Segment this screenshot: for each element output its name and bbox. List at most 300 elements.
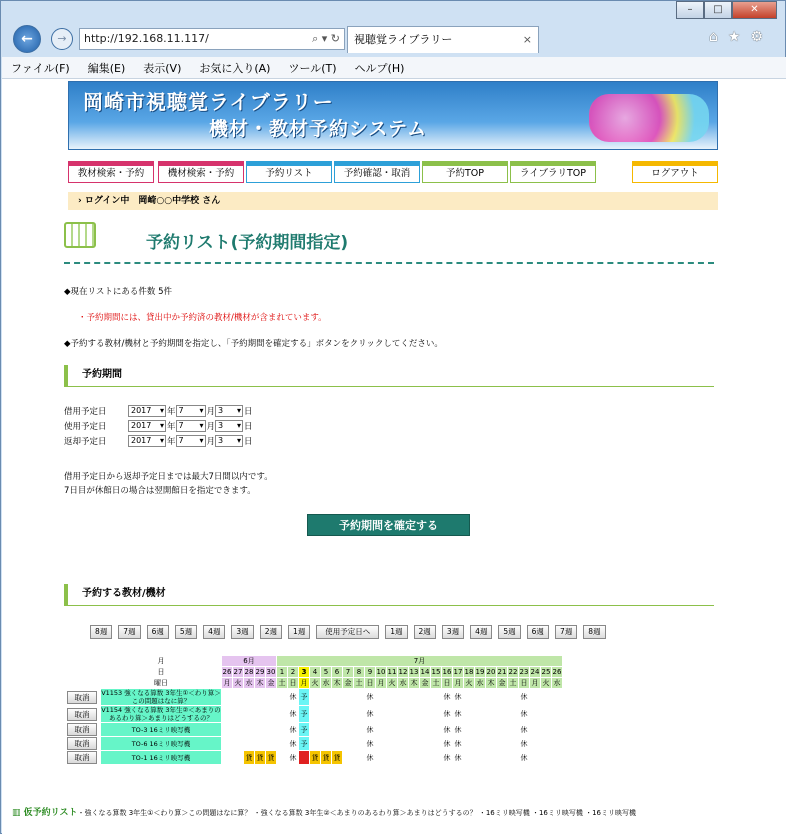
day-select[interactable]: 3 ▾ [215,405,243,417]
week-button-12[interactable]: 4週 [470,625,492,639]
day-status-cell [233,737,244,751]
nav-button-0[interactable]: 教材検索・予約 [68,161,154,183]
browser-tab[interactable] [347,26,539,53]
item-name: TO-6 16ミリ映写機 [101,737,222,751]
day-status-cell [486,723,497,737]
week-button-9[interactable]: 1週 [385,625,407,639]
instruction-text: ◆予約する教材/機材と予約期間を指定し、「予約期間を確定する」ボタンをクリックしてください。 [64,339,443,349]
day-status-cell: 休 [288,751,299,765]
day-status-cell [387,737,398,751]
dow-cell: 火 [234,679,242,687]
day-status-cell: 休 [519,737,530,751]
day-status-cell: 休 [453,706,464,723]
back-icon[interactable]: ← [13,25,41,53]
day-status-cell [354,737,365,751]
date-row-2 [64,434,253,447]
day-status-cell [233,689,244,706]
day-status-cell [552,689,563,706]
temp-list-label: 仮予約リスト [23,808,78,818]
day-status-cell [244,689,255,706]
day-status-cell: 休 [453,751,464,765]
window-controls [676,1,777,19]
day-status-cell [541,751,552,765]
month-unit: 月 [206,406,216,417]
day-status-cell [398,689,409,706]
year-unit: 年 [167,406,176,417]
cancel-col-blank [67,656,101,667]
month-select[interactable]: 7 ▾ [176,405,206,417]
day-status-cell [266,706,277,723]
day-status-cell [464,689,475,706]
day-status-cell: 休 [442,723,453,737]
day-status-cell [486,689,497,706]
day-status-cell [409,737,420,751]
toolbar-icons[interactable]: ⌂★⚙ [709,29,773,45]
day-status-cell [475,751,486,765]
day-status-cell [420,689,431,706]
day-status-cell: 休 [442,706,453,723]
cancel-button[interactable]: 取消 [67,723,97,736]
day-status-cell [409,751,420,765]
week-button-11[interactable]: 3週 [442,625,464,639]
items-heading: 予約する教材/機材 [64,584,714,606]
day-status-cell [464,751,475,765]
day-status-cell [486,751,497,765]
day-status-cell [321,706,332,723]
day-status-cell [508,723,519,737]
menu-edit[interactable]: 編集(E) [87,62,126,75]
site-nav [68,161,718,183]
day-status-cell [475,737,486,751]
day-status-cell [552,706,563,723]
dow-cell: 土 [509,679,517,687]
item-row [67,689,563,706]
week-button-6[interactable]: 2週 [260,625,282,639]
day-cell: 12 [398,668,408,676]
day-status-cell: 休 [442,751,453,765]
confirm-period-button[interactable]: 予約期間を確定する [307,514,470,536]
dow-cell: 火 [542,679,550,687]
dow-cell: 金 [344,679,352,687]
day-cell: 3 [299,667,310,678]
date-row-1 [64,419,253,432]
month-select[interactable]: 7 ▾ [176,435,206,447]
menu-bar [2,57,786,79]
week-button-4[interactable]: 4週 [203,625,225,639]
day-cell: 1 [277,667,288,678]
day-status-cell [387,706,398,723]
nav-button-3[interactable]: 予約確認・取消 [334,161,420,183]
day-status-cell [266,737,277,751]
date-label: 返却予定日 [64,436,107,447]
day-status-cell [552,723,563,737]
day-status-cell [530,723,541,737]
day-status-cell [255,723,266,737]
dow-cell: 月 [454,679,462,687]
dow-cell: 土 [432,679,440,687]
day-status-cell [530,689,541,706]
day-status-cell [321,723,332,737]
day-status-cell [244,723,255,737]
dow-cell: 水 [399,679,407,687]
day-status-cell [552,751,563,765]
day-status-cell [354,723,365,737]
day-status-cell: 休 [519,689,530,706]
day-status-cell [343,751,354,765]
dow-cell: 金 [498,679,506,687]
tab-close-icon[interactable]: × [522,33,532,46]
day-cell: 18 [464,668,474,676]
day-status-cell: 休 [365,706,376,723]
menu-view[interactable]: 表示(V) [143,62,182,75]
calendar-icon [64,222,96,248]
temp-reservation-list [12,806,786,820]
day-status-cell [387,751,398,765]
day-status-cell: 予 [299,723,310,737]
cancel-button[interactable]: 取消 [67,708,97,721]
day-cell: 20 [486,668,496,676]
day-status-cell [222,723,233,737]
year-unit: 年 [167,436,176,447]
tab-title: 視聴覚ライブラリー [354,33,453,46]
day-status-cell [233,751,244,765]
day-status-cell: 貸 [255,751,266,765]
day-status-cell [343,737,354,751]
day-cell: 17 [453,668,463,676]
date-label: 使用予定日 [64,421,107,432]
dow-cell: 日 [443,679,451,687]
nav-button-1[interactable]: 機材検索・予約 [158,161,244,183]
day-select[interactable]: 3 ▾ [215,435,243,447]
cancel-col-blank [67,667,101,678]
day-status-cell [277,751,288,765]
day-unit: 日 [244,406,253,417]
day-status-cell [277,689,288,706]
day-status-cell [277,706,288,723]
day-status-cell: 予 [299,689,310,706]
day-status-cell [508,751,519,765]
cancel-cell [67,689,101,706]
day-status-cell [464,737,475,751]
cancel-cell [67,706,101,723]
year-unit: 年 [167,421,176,432]
day-status-cell: 休 [288,689,299,706]
day-status-cell [486,706,497,723]
day-status-cell [266,723,277,737]
dow-cell: 火 [311,679,319,687]
day-select[interactable]: 3 ▾ [215,420,243,432]
dow-cell: 水 [476,679,484,687]
forward-icon[interactable]: → [51,28,73,50]
day-cell: 14 [420,668,430,676]
day-status-cell: 貸 [244,751,255,765]
week-button-15[interactable]: 7週 [555,625,577,639]
address-bar[interactable] [79,28,345,50]
day-status-cell [277,723,288,737]
date-row-0 [64,404,253,417]
cancel-cell [67,751,101,765]
day-status-cell [376,737,387,751]
day-status-cell [332,689,343,706]
day-status-cell [244,706,255,723]
day-status-cell [376,706,387,723]
cancel-cell [67,737,101,751]
day-cell: 29 [255,668,265,676]
minimize-button[interactable]: – [676,1,704,19]
day-status-cell [310,723,321,737]
day-status-cell [255,689,266,706]
day-status-cell [222,706,233,723]
temp-list-text: ・強くなる算数 3年生①＜わり算＞この問題はなに算？ ・強くなる算数 3年生②＜あまりのあるわり算＞あまりはどうするの？ ・16ミリ映写機 ・16ミリ映写機 ・16ミリ映写機 [77,809,636,817]
week-button-16[interactable]: 8週 [583,625,605,639]
cancel-cell [67,723,101,737]
week-button-14[interactable]: 6週 [527,625,549,639]
day-status-cell [475,706,486,723]
dow-cell: 水 [553,679,561,687]
item-row [67,751,563,765]
day-status-cell: 貸 [266,751,277,765]
day-cell: 23 [519,668,529,676]
day-status-cell [464,706,475,723]
day-status-cell [431,737,442,751]
day-status-cell [508,689,519,706]
dow-cell: 木 [410,679,418,687]
dow-cell: 火 [388,679,396,687]
day-status-cell: 休 [365,737,376,751]
day-cell: 10 [376,668,386,676]
day-cell: 30 [266,668,276,676]
day-cell: 6 [332,667,343,678]
day-status-cell: 休 [442,689,453,706]
week-button-13[interactable]: 5週 [498,625,520,639]
day-status-cell: 休 [453,689,464,706]
dow-cell: 木 [333,679,341,687]
day-status-cell [277,737,288,751]
day-cell: 26 [552,668,562,676]
day-status-cell: 休 [519,751,530,765]
day-status-cell [398,723,409,737]
dow-cell: 金 [267,679,275,687]
day-status-cell [486,737,497,751]
day-cell: 7 [343,667,354,678]
item-row [67,723,563,737]
site-banner [68,81,718,150]
period-heading: 予約期間 [64,365,714,387]
item-name: V1153 強くなる算数 3年生①＜わり算＞この問題はなに算？ [101,689,221,705]
day-status-cell [332,723,343,737]
day-status-cell [354,689,365,706]
year-select[interactable]: 2017 ▾ [128,420,166,432]
date-label: 借用予定日 [64,406,107,417]
day-status-cell [321,737,332,751]
day-status-cell [398,706,409,723]
day-status-cell [420,706,431,723]
cancel-button[interactable]: 取消 [67,737,97,750]
item-name: V1154 強くなる算数 3年生②＜あまりのあるわり算＞あまりはどうするの？ [101,706,221,722]
day-cell: 16 [442,668,452,676]
day-status-cell [398,737,409,751]
page-content [2,79,786,834]
day-status-cell [541,689,552,706]
day-status-cell [354,706,365,723]
day-status-cell [431,751,442,765]
day-status-cell [409,689,420,706]
day-status-cell [497,689,508,706]
day-status-cell: 休 [288,706,299,723]
day-status-cell [255,737,266,751]
day-status-cell [299,751,310,765]
day-cell: 21 [497,668,507,676]
day-status-cell [266,689,277,706]
week-button-3[interactable]: 5週 [175,625,197,639]
login-bar: › ログイン中 岡崎○○中学校 さん [68,192,718,210]
day-status-cell [409,706,420,723]
day-status-cell [530,751,541,765]
week-button-10[interactable]: 2週 [414,625,436,639]
day-status-cell [530,706,541,723]
menu-file[interactable]: ファイル(F) [11,62,70,75]
day-status-cell: 休 [288,723,299,737]
nav-button-6[interactable]: ログアウト [632,161,718,183]
day-status-cell: 休 [519,706,530,723]
day-status-cell [233,706,244,723]
day-cell: 4 [310,667,321,678]
day-status-cell [222,737,233,751]
menu-tools[interactable]: ツール(T) [288,62,337,75]
day-status-cell [420,751,431,765]
item-row [67,737,563,751]
dow-cell: 金 [421,679,429,687]
day-status-cell [464,723,475,737]
day-status-cell [398,751,409,765]
day-status-cell [321,689,332,706]
dow-row-label: 曜日 [101,678,222,689]
week-button-1[interactable]: 7週 [118,625,140,639]
menu-favorites[interactable]: お気に入り(A) [199,62,271,75]
day-cell: 2 [288,667,299,678]
dow-cell: 月 [377,679,385,687]
month-select[interactable]: 7 ▾ [176,420,206,432]
nav-button-2[interactable]: 予約リスト [246,161,332,183]
day-status-cell [497,723,508,737]
day-status-cell [475,723,486,737]
day-row-label: 日 [101,667,222,678]
cancel-button[interactable]: 取消 [67,691,97,704]
item-name: TO-3 16ミリ映写機 [101,723,222,737]
month-unit: 月 [206,436,216,447]
search-refresh-icon[interactable]: ⌕ ▾ ↻ [312,32,340,45]
year-select[interactable]: 2017 ▾ [128,435,166,447]
cancel-button[interactable]: 取消 [67,751,97,764]
day-status-cell: 予 [299,737,310,751]
period-note-1: 借用予定日から返却予定日までは最大7日間以内です。 [64,472,273,482]
day-status-cell [332,737,343,751]
day-cell: 22 [508,668,518,676]
week-button-2[interactable]: 6週 [147,625,169,639]
day-status-cell: 休 [453,723,464,737]
month-july: 7月 [277,656,563,667]
day-status-cell [376,723,387,737]
day-status-cell [244,737,255,751]
reservation-calendar [66,655,563,765]
page-header [64,220,714,264]
warning-text: ・予約期間には、貸出中か予約済の教材/機材が含まれています。 [78,313,327,323]
menu-help[interactable]: ヘルプ(H) [354,62,405,75]
day-status-cell: 貸 [321,751,332,765]
month-unit: 月 [206,421,216,432]
day-cell: 13 [409,668,419,676]
day-status-cell: 休 [442,737,453,751]
year-select[interactable]: 2017 ▾ [128,405,166,417]
day-status-cell [552,737,563,751]
day-status-cell [310,737,321,751]
day-status-cell [475,689,486,706]
maximize-button[interactable]: □ [704,1,732,19]
day-status-cell [541,706,552,723]
close-button[interactable]: ✕ [732,1,777,19]
day-status-cell: 貸 [332,751,343,765]
day-status-cell [431,689,442,706]
day-status-cell [541,737,552,751]
day-status-cell [310,689,321,706]
banner-title: 岡崎市視聴覚ライブラリー [83,90,334,114]
dow-cell: 日 [289,679,297,687]
week-button-8[interactable]: 使用予定日へ [316,625,379,639]
day-status-cell: 休 [365,689,376,706]
cancel-col-blank [67,678,101,689]
day-cell: 8 [354,667,365,678]
day-cell: 11 [387,668,397,676]
nav-button-4[interactable]: 予約TOP [422,161,508,183]
day-cell: 19 [475,668,485,676]
dow-cell: 土 [278,679,286,687]
day-unit: 日 [244,436,253,447]
day-status-cell [420,737,431,751]
day-status-cell [497,706,508,723]
basket-icon: ▥ [12,808,24,818]
week-button-0[interactable]: 8週 [90,625,112,639]
day-status-cell: 休 [453,737,464,751]
day-status-cell [387,723,398,737]
login-text: ログイン中 岡崎○○中学校 さん [84,196,221,206]
dow-cell: 月 [531,679,539,687]
day-status-cell: 予 [299,706,310,723]
day-unit: 日 [244,421,253,432]
day-status-cell [376,751,387,765]
day-status-cell [387,689,398,706]
dow-cell: 月 [300,679,308,687]
week-button-5[interactable]: 3週 [231,625,253,639]
nav-button-5[interactable]: ライブラリTOP [510,161,596,183]
week-button-7[interactable]: 1週 [288,625,310,639]
day-status-cell [431,706,442,723]
item-name: TO-1 16ミリ映写機 [101,751,222,765]
day-status-cell [497,737,508,751]
dow-cell: 水 [322,679,330,687]
day-cell: 26 [222,668,232,676]
day-status-cell [233,723,244,737]
day-status-cell [310,706,321,723]
day-cell: 9 [365,667,376,678]
page-title: 予約リスト(予約期間指定) [146,233,349,253]
dow-cell: 土 [355,679,363,687]
banner-subtitle: 機材・教材予約システム [209,118,428,140]
period-note-2: 7日目が休館日の場合は翌開館日を指定できます。 [64,486,256,496]
day-status-cell [222,751,233,765]
day-status-cell [332,706,343,723]
day-status-cell [431,723,442,737]
dow-cell: 木 [256,679,264,687]
